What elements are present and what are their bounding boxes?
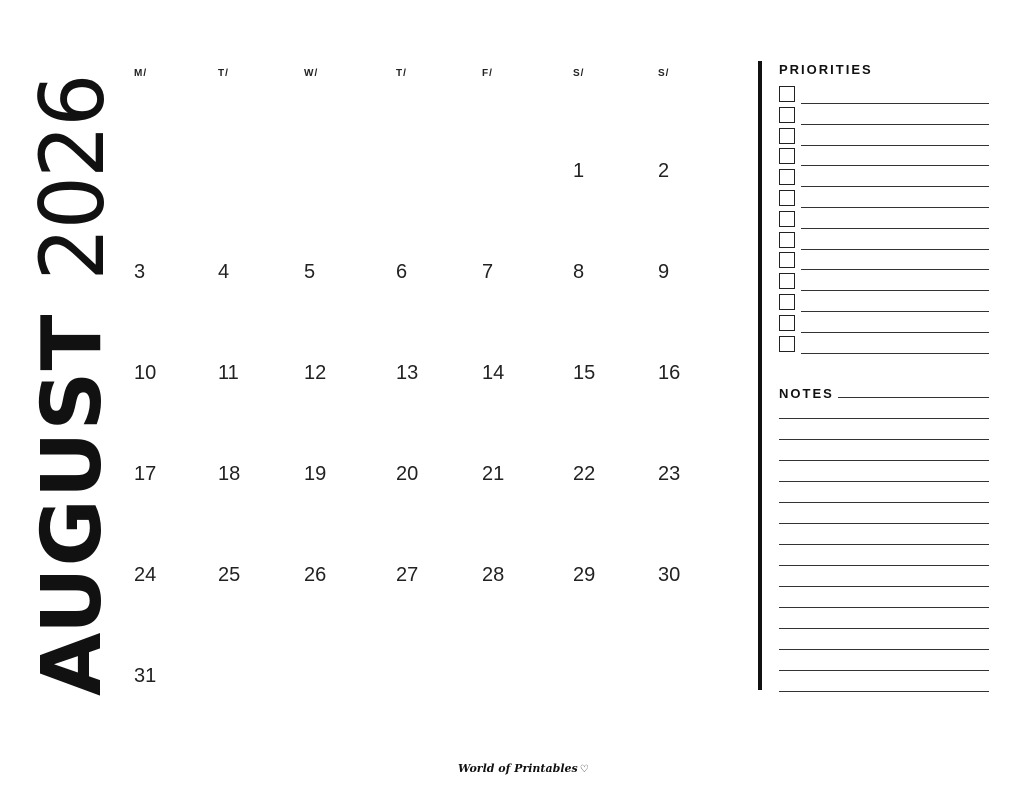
priority-item (779, 86, 989, 104)
note-line (779, 670, 989, 671)
day-cell: 19 (304, 463, 327, 485)
priority-write-line (801, 353, 989, 354)
priority-write-line (801, 207, 989, 208)
priority-write-line (801, 228, 989, 229)
day-cell: 24 (134, 564, 157, 586)
day-cell: 14 (482, 362, 505, 384)
priority-write-line (801, 124, 989, 125)
weekday-header: W/ (304, 68, 319, 79)
weekday-header: T/ (396, 68, 407, 79)
priority-item (779, 211, 989, 229)
priority-checkbox[interactable] (779, 148, 795, 164)
brand-text: World of Printables (458, 762, 578, 775)
note-line (779, 565, 989, 566)
priority-write-line (801, 332, 989, 333)
notes-title-line (838, 397, 989, 398)
priority-item (779, 190, 989, 208)
priority-write-line (801, 165, 989, 166)
notes-heading: NOTES (779, 386, 834, 401)
day-cell: 25 (218, 564, 241, 586)
note-line (779, 544, 989, 545)
day-cell: 26 (304, 564, 327, 586)
day-cell: 13 (396, 362, 419, 384)
note-line (779, 481, 989, 482)
priority-item (779, 107, 989, 125)
day-cell: 31 (134, 665, 157, 687)
priority-item (779, 169, 989, 187)
priority-checkbox[interactable] (779, 294, 795, 310)
weekday-header: F/ (482, 68, 493, 79)
day-cell: 27 (396, 564, 419, 586)
note-line (779, 418, 989, 419)
day-cell: 20 (396, 463, 419, 485)
note-line (779, 691, 989, 692)
note-line (779, 523, 989, 524)
priority-checkbox[interactable] (779, 232, 795, 248)
priorities-heading: PRIORITIES (779, 62, 873, 77)
priority-write-line (801, 103, 989, 104)
day-cell: 10 (134, 362, 157, 384)
weekday-header: S/ (658, 68, 670, 79)
priority-checkbox[interactable] (779, 211, 795, 227)
month-name: AUGUST (25, 313, 120, 696)
priority-checkbox[interactable] (779, 252, 795, 268)
weekday-header: M/ (134, 68, 148, 79)
day-cell: 23 (658, 463, 681, 485)
note-line (779, 502, 989, 503)
priority-checkbox[interactable] (779, 169, 795, 185)
day-cell: 28 (482, 564, 505, 586)
heart-icon: ♡ (579, 764, 589, 775)
day-cell: 5 (304, 261, 316, 283)
note-line (779, 628, 989, 629)
priority-checkbox[interactable] (779, 86, 795, 102)
priority-checkbox[interactable] (779, 315, 795, 331)
priority-write-line (801, 290, 989, 291)
priority-item (779, 336, 989, 354)
priority-write-line (801, 269, 989, 270)
priority-write-line (801, 249, 989, 250)
day-cell: 18 (218, 463, 241, 485)
priority-item (779, 128, 989, 146)
note-line (779, 607, 989, 608)
priority-item (779, 315, 989, 333)
priority-write-line (801, 311, 989, 312)
day-cell: 29 (573, 564, 596, 586)
day-cell: 17 (134, 463, 157, 485)
weekday-header: S/ (573, 68, 585, 79)
divider (758, 61, 762, 690)
priority-checkbox[interactable] (779, 107, 795, 123)
day-cell: 4 (218, 261, 230, 283)
day-cell: 8 (573, 261, 585, 283)
note-line (779, 586, 989, 587)
calendar-title (21, 75, 124, 696)
priority-item (779, 273, 989, 291)
priority-checkbox[interactable] (779, 128, 795, 144)
day-cell: 15 (573, 362, 596, 384)
day-cell: 12 (304, 362, 327, 384)
weekday-header: T/ (218, 68, 229, 79)
day-cell: 9 (658, 261, 670, 283)
priority-write-line (801, 186, 989, 187)
priority-item (779, 294, 989, 312)
note-line (779, 439, 989, 440)
priority-item (779, 252, 989, 270)
day-cell: 7 (482, 261, 494, 283)
priority-checkbox[interactable] (779, 190, 795, 206)
priority-item (779, 232, 989, 250)
day-cell: 2 (658, 160, 670, 182)
day-cell: 30 (658, 564, 681, 586)
year: 2026 (21, 75, 124, 281)
day-cell: 1 (573, 160, 585, 182)
priority-checkbox[interactable] (779, 273, 795, 289)
priority-write-line (801, 145, 989, 146)
day-cell: 21 (482, 463, 505, 485)
day-cell: 3 (134, 261, 146, 283)
priority-checkbox[interactable] (779, 336, 795, 352)
day-cell: 16 (658, 362, 681, 384)
brand-logo (458, 762, 589, 775)
day-cell: 6 (396, 261, 408, 283)
note-line (779, 649, 989, 650)
day-cell: 22 (573, 463, 596, 485)
note-line (779, 460, 989, 461)
priority-item (779, 148, 989, 166)
day-cell: 11 (218, 362, 239, 384)
